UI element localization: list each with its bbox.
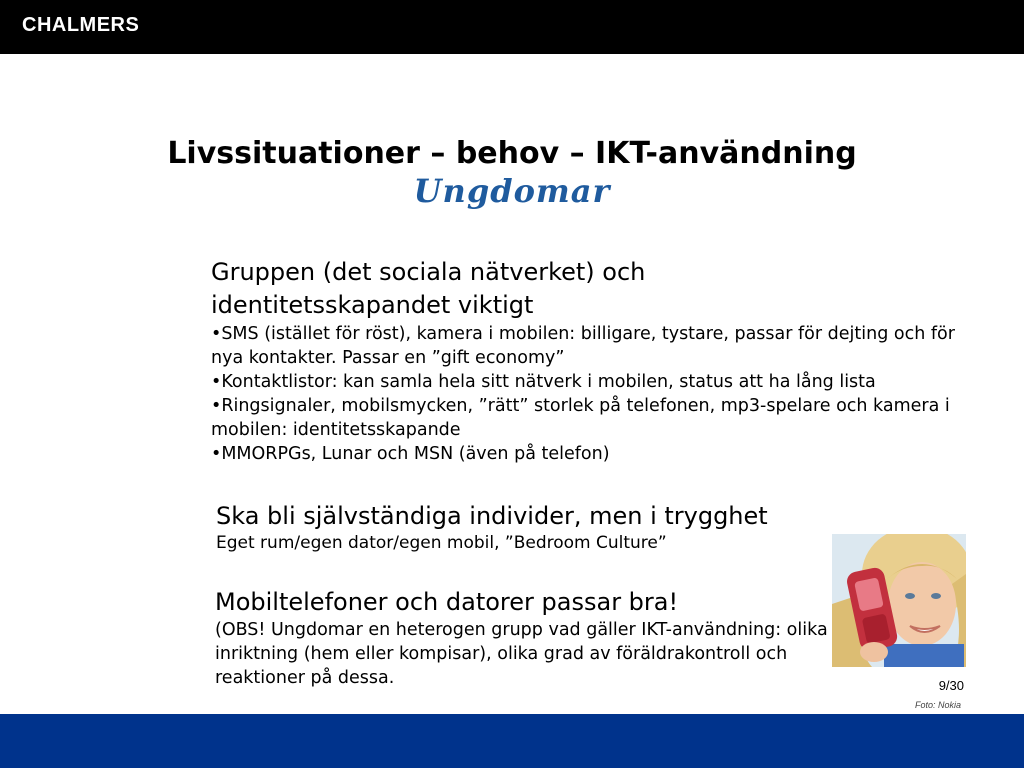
page-number: 9/30: [938, 678, 964, 693]
bottom-bar: [0, 714, 1024, 768]
bullet-ringtones: •Ringsignaler, mobilsmycken, ”rätt” storlek på telefonen, mp3-spelare och kamera i mobilen: identitetsskapande: [211, 396, 950, 440]
slide-title: Livssituationer – behov – IKT-användning: [167, 136, 857, 171]
section2-heading: Ska bli självständiga individer, men i trygghet: [216, 502, 768, 530]
top-bar: [0, 0, 1024, 54]
bullet-mmorpgs: •MMORPGs, Lunar och MSN (även på telefon): [211, 444, 610, 464]
section3-heading: Mobiltelefoner och datorer passar bra!: [215, 588, 679, 616]
section1-heading: Gruppen (det sociala nätverket) och identitetsskapandet viktigt: [211, 258, 646, 319]
section-group-identity: [211, 256, 991, 466]
bullet-sms: •SMS (istället för röst), kamera i mobilen: billigare, tystare, passar för dejting och för nya kontakter. Passar en ”gift economy”: [211, 324, 955, 368]
photo-illustration: [832, 534, 966, 667]
photo-credit: Foto: Nokia: [914, 700, 961, 710]
chalmers-logo: CHALMERS: [22, 14, 140, 36]
photo-girl-with-phone: [832, 534, 966, 667]
slide-subtitle: Ungdomar: [413, 172, 611, 210]
section-independence: [216, 500, 916, 554]
section-devices: [215, 586, 835, 690]
section3-text: (OBS! Ungdomar en heterogen grupp vad gäller IKT-användning: olika inriktning (hem eller kompisar), olika grad av föräldrakontroll och reaktioner på dessa.: [215, 620, 828, 688]
section2-text: Eget rum/egen dator/egen mobil, ”Bedroom Culture”: [216, 533, 667, 553]
bullet-contact-lists: •Kontaktlistor: kan samla hela sitt nätverk i mobilen, status att ha lång lista: [211, 372, 876, 392]
